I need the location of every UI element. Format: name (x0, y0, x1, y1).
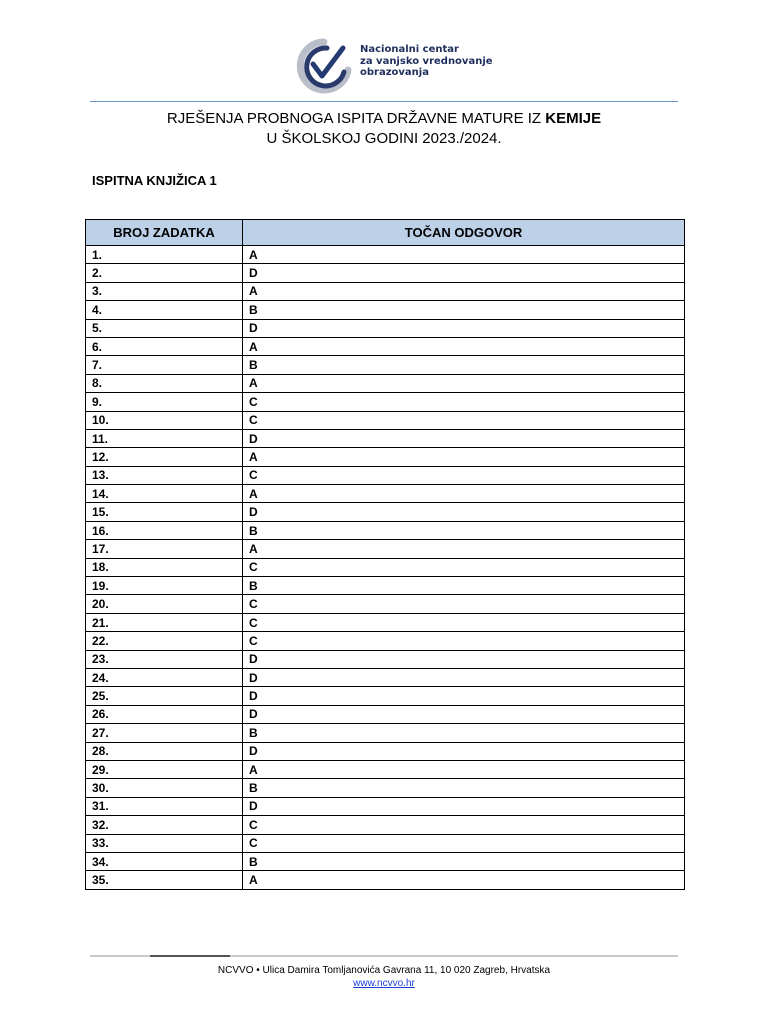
table-row (86, 356, 685, 374)
table-row (86, 429, 685, 447)
task-number-cell: 22. (86, 632, 243, 650)
table-row (86, 301, 685, 319)
correct-answer-cell: B (243, 852, 685, 870)
logo-line-1: Nacionalni centar (360, 44, 459, 55)
table-row (86, 246, 685, 264)
table-row (86, 521, 685, 539)
title-subject: KEMIJE (545, 110, 602, 127)
task-number-cell: 8. (86, 374, 243, 392)
correct-answer-cell: A (243, 871, 685, 889)
correct-answer-cell: C (243, 595, 685, 613)
task-number-cell: 34. (86, 852, 243, 870)
table-row (86, 816, 685, 834)
task-number-cell: 10. (86, 411, 243, 429)
table-row (86, 760, 685, 778)
correct-answer-cell: C (243, 558, 685, 576)
task-number-cell: 1. (86, 246, 243, 264)
ncvvo-logo-icon (291, 36, 357, 96)
task-number-cell: 26. (86, 705, 243, 723)
table-row (86, 393, 685, 411)
task-number-cell: 17. (86, 540, 243, 558)
table-row (86, 724, 685, 742)
table-row (86, 650, 685, 668)
task-number-cell: 28. (86, 742, 243, 760)
correct-answer-cell: D (243, 264, 685, 282)
footer-address: NCVVO • Ulica Damira Tomljanovića Gavrana 11, 10 020 Zagreb, Hrvatska (217, 965, 551, 976)
title-prefix: RJEŠENJA PROBNOGA ISPITA DRŽAVNE MATURE IZ (166, 110, 546, 127)
task-number-cell: 9. (86, 393, 243, 411)
correct-answer-cell: B (243, 779, 685, 797)
correct-answer-cell: C (243, 393, 685, 411)
table-row (86, 282, 685, 300)
task-number-cell: 25. (86, 687, 243, 705)
correct-answer-cell: D (243, 742, 685, 760)
task-number-cell: 7. (86, 356, 243, 374)
table-row (86, 411, 685, 429)
table-row (86, 705, 685, 723)
table-row (86, 687, 685, 705)
table-row (86, 797, 685, 815)
table-row (86, 503, 685, 521)
task-number-cell: 5. (86, 319, 243, 337)
answer-table-body (86, 246, 685, 890)
table-row (86, 595, 685, 613)
task-number-cell: 30. (86, 779, 243, 797)
ncvvo-logo (291, 36, 491, 96)
correct-answer-cell: D (243, 687, 685, 705)
footer-website-link[interactable]: www.ncvvo.hr (353, 978, 415, 989)
task-number-cell: 27. (86, 724, 243, 742)
correct-answer-cell: C (243, 411, 685, 429)
table-row (86, 448, 685, 466)
correct-answer-cell: D (243, 668, 685, 686)
table-row (86, 466, 685, 484)
task-number-cell: 2. (86, 264, 243, 282)
task-number-cell: 4. (86, 301, 243, 319)
correct-answer-cell: A (243, 448, 685, 466)
footer-divider-accent (150, 955, 230, 957)
task-number-cell: 3. (86, 282, 243, 300)
table-row (86, 742, 685, 760)
correct-answer-cell: D (243, 797, 685, 815)
title-line-1 (0, 109, 768, 129)
header-task-number: BROJ ZADATKA (86, 220, 243, 246)
table-row (86, 264, 685, 282)
correct-answer-cell: D (243, 319, 685, 337)
task-number-cell: 21. (86, 613, 243, 631)
table-row (86, 779, 685, 797)
header-divider (90, 101, 678, 102)
table-row (86, 374, 685, 392)
correct-answer-cell: D (243, 705, 685, 723)
table-row (86, 337, 685, 355)
task-number-cell: 35. (86, 871, 243, 889)
table-row (86, 632, 685, 650)
correct-answer-cell: A (243, 374, 685, 392)
logo-wordmark (360, 44, 493, 79)
table-row (86, 871, 685, 889)
logo-line-2: za vanjsko vrednovanje (360, 55, 493, 67)
correct-answer-cell: B (243, 301, 685, 319)
booklet-label: ISPITNA KNJIŽICA 1 (92, 173, 217, 188)
correct-answer-cell: D (243, 650, 685, 668)
answer-key-table (85, 219, 685, 890)
title-line-2: U ŠKOLSKOJ GODINI 2023./2024. (266, 130, 502, 147)
correct-answer-cell: A (243, 337, 685, 355)
table-row (86, 852, 685, 870)
logo-line-3: obrazovanja (360, 67, 429, 78)
task-number-cell: 31. (86, 797, 243, 815)
correct-answer-cell: C (243, 834, 685, 852)
table-row (86, 540, 685, 558)
correct-answer-cell: D (243, 429, 685, 447)
task-number-cell: 14. (86, 485, 243, 503)
correct-answer-cell: A (243, 282, 685, 300)
correct-answer-cell: B (243, 356, 685, 374)
task-number-cell: 11. (86, 429, 243, 447)
task-number-cell: 19. (86, 577, 243, 595)
correct-answer-cell: B (243, 577, 685, 595)
task-number-cell: 33. (86, 834, 243, 852)
correct-answer-cell: A (243, 485, 685, 503)
task-number-cell: 24. (86, 668, 243, 686)
task-number-cell: 20. (86, 595, 243, 613)
task-number-cell: 32. (86, 816, 243, 834)
table-row (86, 319, 685, 337)
correct-answer-cell: C (243, 816, 685, 834)
correct-answer-cell: D (243, 503, 685, 521)
table-row (86, 577, 685, 595)
correct-answer-cell: A (243, 540, 685, 558)
table-row (86, 485, 685, 503)
task-number-cell: 6. (86, 337, 243, 355)
task-number-cell: 29. (86, 760, 243, 778)
task-number-cell: 23. (86, 650, 243, 668)
correct-answer-cell: A (243, 760, 685, 778)
task-number-cell: 16. (86, 521, 243, 539)
document-title (0, 109, 768, 149)
correct-answer-cell: C (243, 466, 685, 484)
task-number-cell: 18. (86, 558, 243, 576)
task-number-cell: 13. (86, 466, 243, 484)
footer-divider (90, 955, 678, 957)
footer (0, 964, 768, 990)
correct-answer-cell: C (243, 613, 685, 631)
table-row (86, 668, 685, 686)
task-number-cell: 12. (86, 448, 243, 466)
correct-answer-cell: C (243, 632, 685, 650)
table-row (86, 613, 685, 631)
table-row (86, 834, 685, 852)
correct-answer-cell: B (243, 724, 685, 742)
table-header-row (86, 220, 685, 246)
correct-answer-cell: A (243, 246, 685, 264)
header-correct-answer: TOČAN ODGOVOR (243, 220, 685, 246)
correct-answer-cell: B (243, 521, 685, 539)
task-number-cell: 15. (86, 503, 243, 521)
table-row (86, 558, 685, 576)
